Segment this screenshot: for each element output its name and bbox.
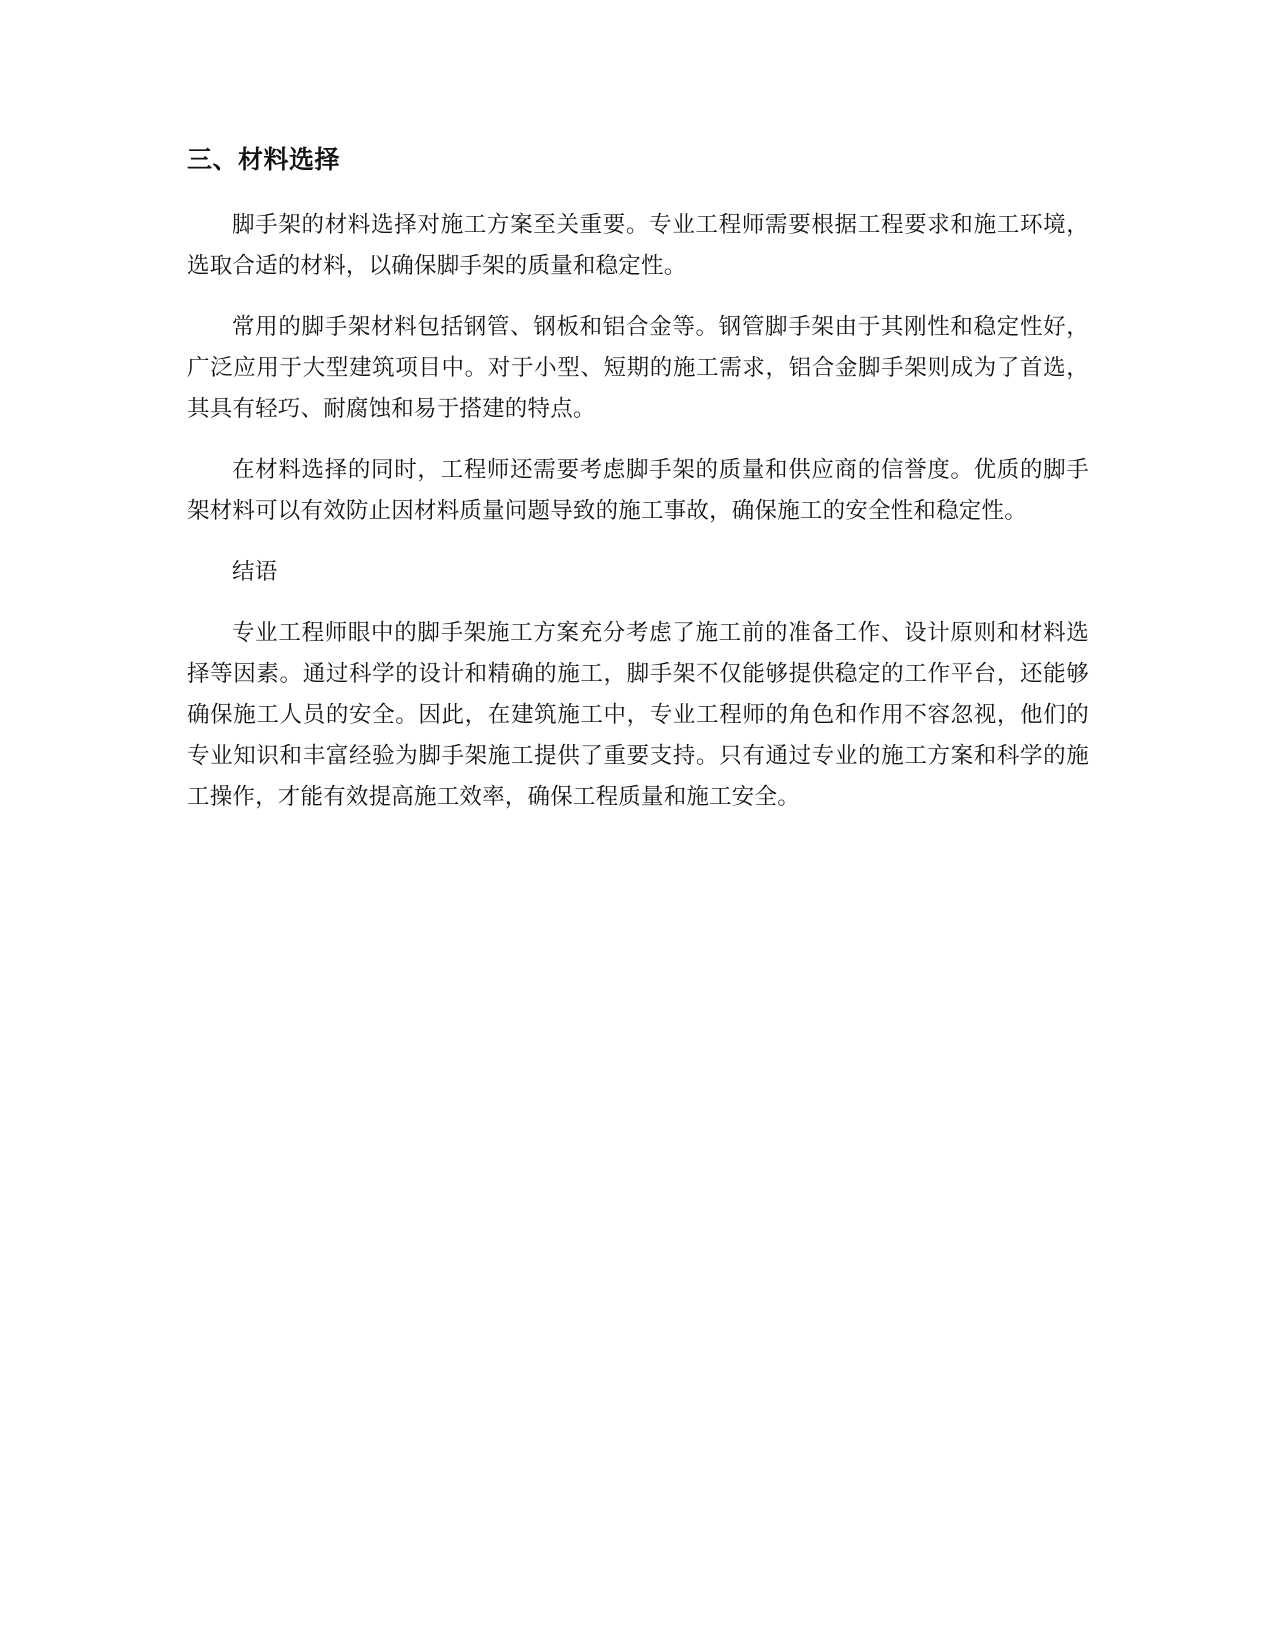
conclusion-label: 结语	[232, 559, 278, 585]
paragraph-common-materials: 常用的脚手架材料包括钢管、钢板和铝合金等。钢管脚手架由于其刚性和稳定性好，广泛应用于大型建筑项目中。对于小型、短期的施工需求，铝合金脚手架则成为了首选，其具有轻巧、耐腐蚀和易于搭建的特点。	[187, 314, 1089, 422]
document-body	[187, 143, 1089, 838]
paragraph-quality-supplier: 在材料选择的同时，工程师还需要考虑脚手架的质量和供应商的信誉度。优质的脚手架材料可以有效防止因材料质量问题导致的施工事故，确保施工的安全性和稳定性。	[187, 457, 1089, 524]
paragraph-material-importance: 脚手架的材料选择对施工方案至关重要。专业工程师需要根据工程要求和施工环境，选取合适的材料，以确保脚手架的质量和稳定性。	[187, 212, 1089, 279]
paragraph-conclusion: 专业工程师眼中的脚手架施工方案充分考虑了施工前的准备工作、设计原则和材料选择等因素。通过科学的设计和精确的施工，脚手架不仅能够提供稳定的工作平台，还能够确保施工人员的安全。因此，在建筑施工中，专业工程师的角色和作用不容忽视，他们的专业知识和丰富经验为脚手架施工提供了重要支持。只有通过专业的施工方案和科学的施工操作，才能有效提高施工效率，确保工程质量和施工安全。	[187, 620, 1089, 810]
section-heading: 三、材料选择	[187, 145, 341, 174]
